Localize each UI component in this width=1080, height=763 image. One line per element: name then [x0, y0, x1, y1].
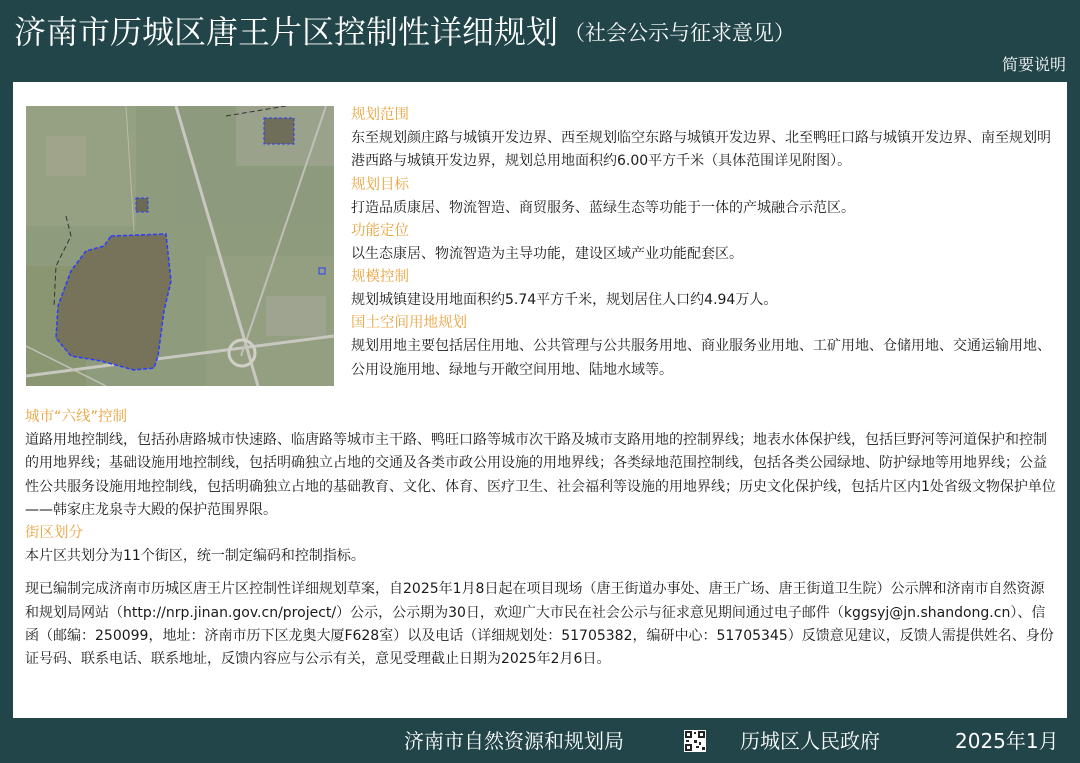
footer-bureau: 济南市自然资源和规划局	[404, 729, 624, 753]
scale-text: 规划城镇建设用地面积约5.74平方千米，规划居住人口约4.94万人。	[351, 292, 778, 309]
blocks-text: 本片区共划分为11个街区，统一制定编码和控制指标。	[25, 548, 365, 565]
page-title-text: 济南市历城区唐王片区控制性详细规划	[14, 13, 559, 51]
six-lines-text: 道路用地控制线，包括孙唐路城市快速路、临唐路等城市主干路、鸭旺口路等城市次干路及城市支路用地的控制界线；地表水体保护线，包括巨野河等河道保护和控制的用地界线；基础设施用地控制线，包括明确独立占地的交通及各类市政公用设施的用地界线；各类绿地范围控制线，包括各类公园绿地、防护绿地等用地界线；公益性公共服务设施用地控制线，包括明确独立占地的基础教育、文化、体育、医疗卫生、社会福利等设施的用地界线；历史文化保护线，包括片区内1处省级文物保护单位——韩家庄龙泉寺大殿的保护范围界限。	[25, 432, 1056, 518]
summary-tag: 简要说明	[1001, 55, 1066, 74]
land-title: 国土空间用地规划	[351, 315, 467, 332]
public-notice: 现已编制完成济南市历城区唐王片区控制性详细规划草案，自2025年1月8日起在项目现场（唐王街道办事处、唐王广场、唐王街道卫生院）公示牌和济南市自然资源和规划局网站（http://nrp.jinan.gov.cn/project/）公示，公示期为30日，欢迎广大市民在社会公示与征求意见期间通过电子邮件（kggsyj@jn.shandong.cn）、信函（邮编：250099，地址：济南市历下区龙奥大厦F628室）以及电话（详细规划处：51705382，编研中心：51705345）反馈意见建议，反馈人需提供姓名、身份证号码、联系电话、联系地址，反馈内容应与公示有关，意见受理截止日期为2025年2月6日。	[25, 581, 1054, 668]
six-lines-title: 城市“六线”控制	[25, 409, 128, 425]
goal-text: 打造品质康居、物流智造、商贸服务、蓝绿生态等功能于一体的产城融合示范区。	[351, 199, 855, 216]
footer-government: 历城区人民政府	[740, 729, 880, 753]
goal-title: 规划目标	[351, 176, 409, 193]
scope-title: 规划范围	[351, 107, 409, 123]
content-panel	[13, 82, 1067, 718]
footer-date: 2025年1月	[955, 729, 1059, 753]
position-title: 功能定位	[351, 222, 409, 239]
land-text: 规划用地主要包括居住用地、公共管理与公共服务用地、商业服务业用地、工矿用地、仓储用地、交通运输用地、公用设施用地、绿地与开敞空间用地、陆地水域等。	[351, 338, 1051, 378]
blocks-title: 街区划分	[25, 525, 83, 542]
scope-text: 东至规划颜庄路与城镇开发边界、西至规划临空东路与城镇开发边界、北至鸭旺口路与城镇开发边界、南至规划明港西路与城镇开发边界，规划总用地面积约6.00平方千米（具体范围详见附图）。	[351, 130, 1051, 170]
satellite-map-image	[26, 106, 334, 386]
page-title	[14, 12, 795, 53]
footer-bar	[0, 718, 1080, 763]
map-graphic	[26, 106, 334, 386]
scale-title: 规模控制	[351, 269, 409, 286]
header-bar	[0, 0, 1080, 80]
page-subtitle: （社会公示与征求意见）	[564, 21, 796, 45]
planning-summary	[351, 104, 1051, 382]
lower-content	[25, 406, 1057, 672]
position-text: 以生态康居、物流智造为主导功能，建设区域产业功能配套区。	[351, 245, 743, 262]
qr-code-icon	[684, 730, 706, 752]
